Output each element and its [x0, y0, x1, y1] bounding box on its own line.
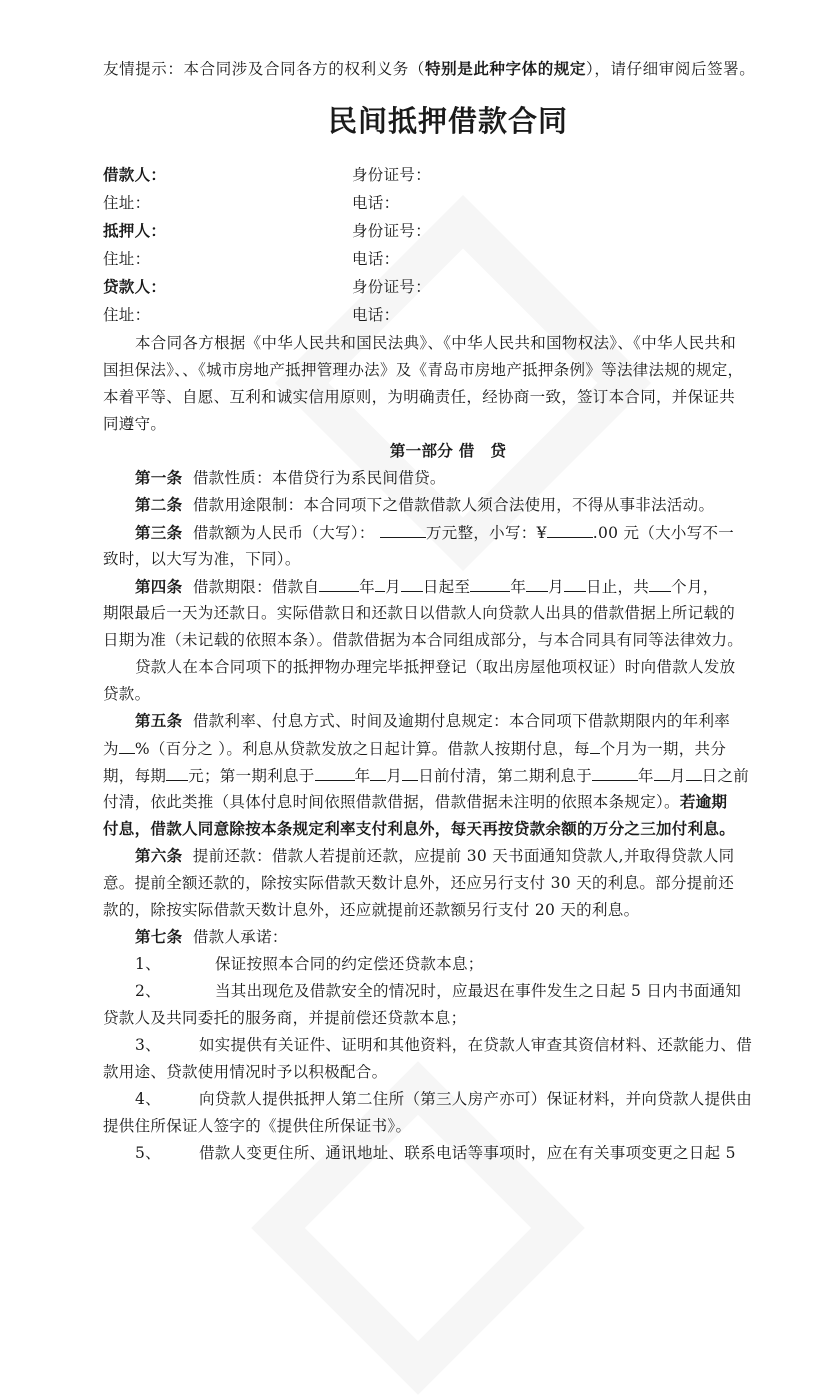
article-6-cont: 款的，除按实际借款天数计息外，还应就提前还款额另行支付 20 天的利息。 [103, 901, 640, 919]
year-label: 年 [359, 578, 376, 596]
list-text: 保证按照本合同的约定偿还贷款本息； [215, 955, 484, 973]
list-item-cont: 提供住所保证人签字的《提供住所保证书》。 [103, 1117, 412, 1135]
watermark-logo-bottom [251, 1061, 585, 1395]
mortgagor-phone-label: 电话： [352, 250, 400, 268]
article-5 [103, 711, 825, 731]
article-text: 借款额为人民币（大写）： [192, 524, 375, 542]
article-label: 第一条 [135, 468, 183, 487]
article-7 [103, 927, 825, 947]
article-text: 借款利率、付息方式、时间及逾期付息规定：本合同项下借款期限内的年利率 [192, 712, 731, 730]
notice-bold: 特别是此种字体的规定 [425, 59, 587, 78]
list-item [103, 981, 825, 1001]
mortgagor-address-label: 住址： [103, 250, 151, 268]
article-text: 日起至 [422, 578, 471, 596]
article-4-cont: 期限最后一天为还款日。实际借款日和还款日以借款人向贷款人出具的借款借据上所记载的 [103, 604, 736, 622]
lender-address-label: 住址： [103, 306, 151, 324]
year-label: 年 [510, 578, 527, 596]
list-number: 5、 [135, 1144, 161, 1162]
second-year-blank[interactable] [592, 765, 638, 781]
second-month-blank[interactable] [654, 765, 670, 781]
list-number: 2、 [135, 982, 161, 1000]
first-month-blank[interactable] [370, 765, 386, 781]
article-label: 第五条 [135, 711, 183, 730]
list-item [103, 1035, 825, 1055]
list-item-cont: 款用途、贷款使用情况时予以积极配合。 [103, 1063, 388, 1081]
article-4-cont: 日期为准（未记载的依照本条）。借款借据为本合同组成部分，与本合同具有同等法律效力。 [103, 631, 744, 649]
borrower-address-label: 住址： [103, 194, 151, 212]
article-text: 日止，共 [585, 578, 650, 596]
article-text: 万元整，小写：¥ [425, 524, 547, 542]
year-label: 年 [638, 767, 654, 785]
end-month-blank[interactable] [526, 576, 548, 592]
article-3 [103, 522, 825, 543]
article-text: 提前还款：借款人若提前还款，应提前 30 天书面通知贷款人,并取得贷款人同 [192, 847, 735, 865]
list-number: 3、 [135, 1036, 161, 1054]
list-text: 当其出现危及借款安全的情况时，应最迟在事件发生之日起 5 日内书面通知 [215, 982, 742, 1000]
article-2 [103, 495, 825, 515]
preamble-line: 国担保法》、、《城市房地产抵押管理办法》及《青岛市房地产抵押条例》等法律法规的规定， [103, 361, 744, 379]
article-text: 个月为一期，共分 [599, 740, 727, 758]
borrower-label: 借款人： [103, 165, 167, 184]
article-bold-text: 若逾期 [679, 792, 728, 811]
interest-rate-blank[interactable] [119, 738, 135, 754]
month-label: 月 [385, 578, 401, 596]
article-text: 借款人承诺： [192, 928, 288, 946]
month-label: 月 [669, 767, 686, 785]
second-day-blank[interactable] [686, 765, 702, 781]
period-months-blank[interactable] [590, 738, 600, 754]
friendly-notice [103, 59, 793, 79]
preamble-line: 本着平等、自愿、互利和诚实信用原则，为明确责任，经协商一致，签订本合同，并保证共 [103, 388, 736, 406]
article-6 [103, 846, 825, 866]
article-label: 第六条 [135, 846, 183, 865]
start-day-blank[interactable] [401, 576, 423, 592]
list-number: 1、 [135, 955, 161, 973]
article-text: 借款用途限制：本合同项下之借款借款人须合法使用，不得从事非法活动。 [192, 496, 715, 514]
end-year-blank[interactable] [470, 576, 510, 592]
list-text: 如实提供有关证件、证明和其他资料，在贷款人审查其资信材料、还款能力、借 [199, 1036, 753, 1054]
first-day-blank[interactable] [402, 765, 418, 781]
article-text: 借款性质：本借贷行为系民间借贷。 [192, 469, 446, 487]
list-text: 借款人变更住所、通讯地址、联系电话等事项时，应在有关事项变更之日起 5 [199, 1144, 736, 1162]
article-bold-text: 付息，借款人同意除按本条规定利率支付利息外，每天再按贷款余额的万分之三加付利息。 [103, 819, 736, 838]
article-label: 第七条 [135, 927, 183, 946]
article-text: 为 [103, 740, 119, 758]
article-text: 个月， [671, 578, 719, 596]
article-5-cont [103, 819, 793, 839]
amount-words-blank[interactable] [380, 522, 426, 538]
end-day-blank[interactable] [564, 576, 586, 592]
article-label: 第二条 [135, 495, 183, 514]
notice-suffix: ），请仔细审阅后签署。 [586, 60, 756, 78]
first-year-blank[interactable] [315, 765, 355, 781]
lender-label: 贷款人： [103, 277, 167, 296]
article-label: 第四条 [135, 577, 183, 596]
borrower-id-label: 身份证号： [352, 166, 432, 184]
month-label: 月 [548, 578, 564, 596]
article-5-cont [103, 765, 793, 786]
list-item [103, 1089, 825, 1109]
mortgagor-label: 抵押人： [103, 221, 167, 240]
article-text: 付清，依此类推（具体付息时间依照借款借据，借款借据未注明的依照本条规定）。 [103, 793, 680, 811]
months-blank[interactable] [649, 576, 671, 592]
borrower-phone-label: 电话： [352, 194, 400, 212]
year-label: 年 [354, 767, 371, 785]
list-number: 4、 [135, 1090, 161, 1108]
amount-figure-blank[interactable] [547, 522, 593, 538]
article-label: 第三条 [135, 523, 183, 542]
article-3-cont: 致时，以大写为准，下同）。 [103, 550, 301, 568]
month-label: 月 [386, 767, 403, 785]
list-item [103, 1143, 825, 1163]
lender-id-label: 身份证号： [352, 278, 432, 296]
article-1 [103, 468, 825, 488]
list-item [103, 954, 825, 974]
article-text: 日之前 [701, 767, 750, 785]
article-4 [103, 576, 825, 597]
article-text: 日前付清，第二期利息于 [418, 767, 593, 785]
lender-phone-label: 电话： [352, 306, 400, 324]
per-period-amount-blank[interactable] [166, 765, 188, 781]
article-4-para2: 贷款人在本合同项下的抵押物办理完毕抵押登记（取出房屋他项权证）时向借款人发放 [135, 658, 736, 676]
article-5-cont [103, 738, 793, 759]
document-title: 民间抵押借款合同 [327, 104, 568, 138]
article-6-cont: 意。提前全额还款的，除按实际借款天数计息外，还应另行支付 30 天的利息。部分提前还 [103, 874, 735, 892]
article-text: 期，每期 [103, 767, 167, 785]
article-5-cont [103, 792, 793, 812]
section-heading: 第一部分 借 贷 [389, 441, 507, 460]
preamble-line: 同遵守。 [103, 415, 167, 433]
list-text: 向贷款人提供抵押人第二住所（第三人房产亦可）保证材料，并向贷款人提供由 [199, 1090, 753, 1108]
article-text: .00 元（大小写不一 [592, 524, 735, 542]
article-text: 借款期限：借款自 [192, 578, 320, 596]
article-4-para2-cont: 贷款。 [103, 685, 151, 703]
list-item-cont: 贷款人及共同委托的服务商，并提前偿还贷款本息； [103, 1009, 467, 1027]
article-text: %（百分之 ）。利息从贷款发放之日起计算。借款人按期付息，每 [134, 740, 590, 758]
start-year-blank[interactable] [319, 576, 359, 592]
preamble-line: 本合同各方根据《中华人民共和国民法典》、《中华人民共和国物权法》、《中华人民共和 [135, 334, 737, 352]
notice-prefix: 友情提示：本合同涉及合同各方的权利义务（ [103, 60, 426, 78]
article-text: 元；第一期利息于 [188, 767, 315, 785]
mortgagor-id-label: 身份证号： [352, 222, 432, 240]
start-month-blank[interactable] [375, 576, 385, 592]
